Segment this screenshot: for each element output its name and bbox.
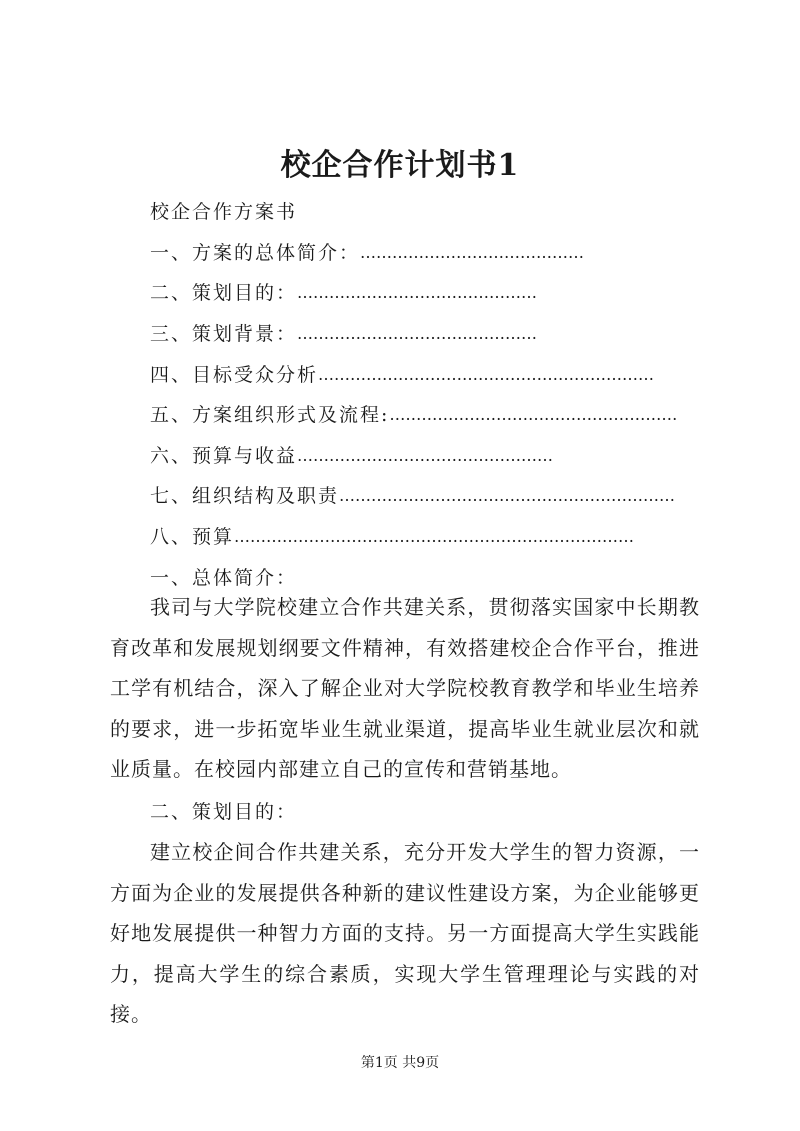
toc-item [150, 436, 702, 477]
toc-item-label: 四、目标受众分析 [150, 363, 319, 386]
document-title: 校企合作计划书1 [280, 148, 520, 183]
toc-item [150, 354, 702, 395]
toc-leader-dots: ……………………………………………………… [339, 486, 676, 506]
toc-leader-dots: ……………………………………………… [389, 405, 678, 425]
toc-subtitle [150, 192, 702, 233]
section1-paragraph: 我司与大学院校建立合作共建关系，贯彻落实国家中长期教育改革和发展规划纲要文件精神，有效搭建校企合作平台，推进工学有机结合，深入了解企业对大学院校教育教学和毕业生培养的要求，进一步拓宽毕业生就业渠道，提高毕业生就业层次和就业质量。在校园内部建立自己的宣传和营销基地。 [110, 595, 700, 782]
toc-item-label: 一、方案的总体简介： [150, 241, 361, 264]
toc-item-label: 八、预算 [150, 526, 235, 549]
toc-leader-dots: ………………………………………………………………… [234, 527, 635, 547]
toc-leader-dots: ……………………………………… [297, 283, 538, 303]
toc-item-label: 二、策划目的： [150, 282, 298, 305]
section2-body [110, 832, 700, 1035]
toc-item-label: 七、组织结构及职责 [150, 485, 340, 508]
toc-item [150, 314, 702, 355]
toc-item-label: 三、策划背景： [150, 323, 298, 346]
toc-item [150, 476, 702, 517]
toc-leader-dots: ……………………………………… [297, 324, 538, 344]
toc-item [150, 273, 702, 314]
section1-body [110, 587, 700, 790]
toc-item [150, 395, 702, 436]
toc-leader-dots: ……………………………………………………… [318, 364, 655, 384]
toc-leader-dots: ………………………………………… [297, 445, 554, 465]
section2-block [110, 792, 700, 832]
table-of-contents [150, 192, 702, 598]
document-subtitle: 校企合作方案书 [150, 201, 298, 224]
section1-heading: 一、总体简介： [150, 566, 298, 589]
toc-item-label: 六、预算与收益 [150, 444, 298, 467]
section2-heading: 二、策划目的： [150, 801, 298, 823]
page-footer: 第1页 共9页 [360, 1055, 440, 1071]
toc-item [150, 233, 702, 274]
toc-item-label: 五、方案组织形式及流程: [150, 404, 390, 427]
toc-leader-dots: …………………………………… [360, 242, 585, 262]
section2-paragraph: 建立校企间合作共建关系，充分开发大学生的智力资源，一方面为企业的发展提供各种新的建议性建设方案，为企业能够更好地发展提供一种智力方面的支持。另一方面提高大学生实践能力，提高大学生的综合素质，实现大学生管理理论与实践的对接。 [110, 840, 700, 1027]
toc-item [150, 517, 702, 558]
